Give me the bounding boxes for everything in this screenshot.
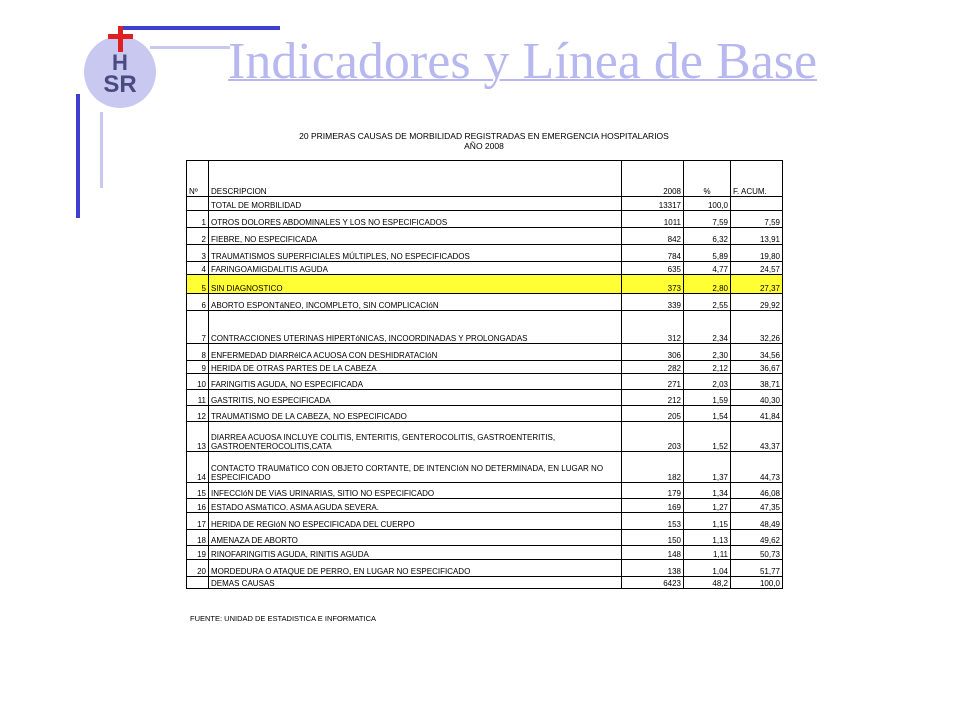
logo-letters-sr: SR xyxy=(103,71,137,98)
row-percent-cell: 1,27 xyxy=(684,499,731,513)
table-row xyxy=(187,197,783,211)
table-row xyxy=(187,422,783,452)
row-2008-value-cell: 1011 xyxy=(622,211,684,228)
row-percent-cell: 1,11 xyxy=(684,546,731,560)
row-percent-cell: 1,34 xyxy=(684,483,731,499)
row-description-cell: MORDEDURA O ATAQUE DE PERRO, EN LUGAR NO ESPECIFICADO xyxy=(209,560,622,577)
row-number-cell: 18 xyxy=(187,530,209,546)
row-number-cell: 10 xyxy=(187,374,209,390)
row-cumulative-cell: 46,08 xyxy=(731,483,783,499)
row-cumulative-cell: 34,56 xyxy=(731,344,783,361)
row-cumulative-cell: 43,37 xyxy=(731,422,783,452)
row-description-cell: TRAUMATISMO DE LA CABEZA, NO ESPECIFICADO xyxy=(209,406,622,422)
row-number-cell: 8 xyxy=(187,344,209,361)
table-row xyxy=(187,262,783,275)
row-description-cell: FIEBRE, NO ESPECIFICADA xyxy=(209,228,622,245)
table-row xyxy=(187,294,783,311)
row-cumulative-cell: 7,59 xyxy=(731,211,783,228)
logo-cross-horizontal xyxy=(108,34,133,39)
hsr-logo xyxy=(80,20,160,110)
row-cumulative-cell: 29,92 xyxy=(731,294,783,311)
row-percent-cell: 1,54 xyxy=(684,406,731,422)
table-row xyxy=(187,374,783,390)
table-header-row xyxy=(187,161,783,197)
row-percent-cell: 1,37 xyxy=(684,452,731,483)
row-description-cell: INFECCIóN DE VíAS URINARIAS, SITIO NO ESPECIFICADO xyxy=(209,483,622,499)
row-percent-cell: 1,52 xyxy=(684,422,731,452)
row-description-cell: FARINGITIS AGUDA, NO ESPECIFICADA xyxy=(209,374,622,390)
row-cumulative-cell: 36,67 xyxy=(731,361,783,374)
row-2008-value-cell: 271 xyxy=(622,374,684,390)
row-description-cell: SIN DIAGNOSTICO xyxy=(209,275,622,294)
row-2008-value-cell: 138 xyxy=(622,560,684,577)
row-percent-cell: 48,2 xyxy=(684,577,731,589)
row-cumulative-cell xyxy=(731,197,783,211)
row-2008-value-cell: 212 xyxy=(622,390,684,406)
row-description-cell: HERIDA DE REGIóN NO ESPECIFICADA DEL CUERPO xyxy=(209,513,622,530)
row-2008-value-cell: 282 xyxy=(622,361,684,374)
row-description-cell: TOTAL DE MORBILIDAD xyxy=(209,197,622,211)
row-percent-cell: 1,15 xyxy=(684,513,731,530)
row-2008-value-cell: 373 xyxy=(622,275,684,294)
row-cumulative-cell: 44,73 xyxy=(731,452,783,483)
row-number-cell: 7 xyxy=(187,311,209,344)
row-description-cell: ENFERMEDAD DIARRéICA ACUOSA CON DESHIDRATACIóN xyxy=(209,344,622,361)
row-number-cell: 15 xyxy=(187,483,209,499)
row-percent-cell: 4,77 xyxy=(684,262,731,275)
row-percent-cell: 100,0 xyxy=(684,197,731,211)
row-cumulative-cell: 100,0 xyxy=(731,577,783,589)
row-cumulative-cell: 47,35 xyxy=(731,499,783,513)
row-description-cell: CONTACTO TRAUMáTICO CON OBJETO CORTANTE, DE INTENCIóN NO DETERMINADA, EN LUGAR NO ESPECIFICADO xyxy=(209,452,622,483)
table-heading-line-2: AÑO 2008 xyxy=(464,141,504,151)
row-number-cell xyxy=(187,577,209,589)
row-2008-value-cell: 150 xyxy=(622,530,684,546)
table-row xyxy=(187,499,783,513)
row-number-cell: 2 xyxy=(187,228,209,245)
row-description-cell: TRAUMATISMOS SUPERFICIALES MÚLTIPLES, NO ESPECIFICADOS xyxy=(209,245,622,262)
table-row xyxy=(187,344,783,361)
row-2008-value-cell: 203 xyxy=(622,422,684,452)
table-row xyxy=(187,546,783,560)
morbidity-table xyxy=(186,160,783,589)
row-2008-value-cell: 312 xyxy=(622,311,684,344)
row-cumulative-cell: 13,91 xyxy=(731,228,783,245)
table-row xyxy=(187,228,783,245)
row-description-cell: AMENAZA DE ABORTO xyxy=(209,530,622,546)
table-heading xyxy=(186,131,782,151)
row-number-cell: 14 xyxy=(187,452,209,483)
row-2008-value-cell: 6423 xyxy=(622,577,684,589)
row-description-cell: ABORTO ESPONTáNEO, INCOMPLETO, SIN COMPLICACIóN xyxy=(209,294,622,311)
row-percent-cell: 5,89 xyxy=(684,245,731,262)
table-row xyxy=(187,361,783,374)
row-2008-value-cell: 339 xyxy=(622,294,684,311)
row-cumulative-cell: 38,71 xyxy=(731,374,783,390)
table-row xyxy=(187,452,783,483)
row-percent-cell: 2,34 xyxy=(684,311,731,344)
table-row xyxy=(187,245,783,262)
row-2008-value-cell: 182 xyxy=(622,452,684,483)
source-note: FUENTE: UNIDAD DE ESTADISTICA E INFORMATICA xyxy=(190,614,376,623)
row-number-cell: 11 xyxy=(187,390,209,406)
row-cumulative-cell: 19,80 xyxy=(731,245,783,262)
row-2008-value-cell: 153 xyxy=(622,513,684,530)
row-2008-value-cell: 306 xyxy=(622,344,684,361)
table-row xyxy=(187,577,783,589)
row-percent-cell: 7,59 xyxy=(684,211,731,228)
row-percent-cell: 2,80 xyxy=(684,275,731,294)
row-percent-cell: 1,04 xyxy=(684,560,731,577)
row-number-cell: 6 xyxy=(187,294,209,311)
table-row xyxy=(187,211,783,228)
logo-letter-h: H xyxy=(112,50,128,75)
row-description-cell: ESTADO ASMáTICO. ASMA AGUDA SEVERA. xyxy=(209,499,622,513)
row-description-cell: GASTRITIS, NO ESPECIFICADA xyxy=(209,390,622,406)
table-row xyxy=(187,311,783,344)
row-number-cell: 12 xyxy=(187,406,209,422)
row-number-cell: 20 xyxy=(187,560,209,577)
left-accent-bar xyxy=(76,94,80,218)
row-number-cell: 16 xyxy=(187,499,209,513)
table-row xyxy=(187,560,783,577)
row-percent-cell: 2,12 xyxy=(684,361,731,374)
row-percent-cell: 2,30 xyxy=(684,344,731,361)
row-cumulative-cell: 27,37 xyxy=(731,275,783,294)
row-number-cell: 13 xyxy=(187,422,209,452)
table-row xyxy=(187,406,783,422)
row-description-cell: CONTRACCIONES UTERINAS HIPERTóNICAS, INCOORDINADAS Y PROLONGADAS xyxy=(209,311,622,344)
row-number-cell: 9 xyxy=(187,361,209,374)
row-2008-value-cell: 148 xyxy=(622,546,684,560)
row-cumulative-cell: 41,84 xyxy=(731,406,783,422)
table-row xyxy=(187,513,783,530)
row-percent-cell: 1,13 xyxy=(684,530,731,546)
row-percent-cell: 6,32 xyxy=(684,228,731,245)
row-cumulative-cell: 51,77 xyxy=(731,560,783,577)
table-heading-line-1: 20 PRIMERAS CAUSAS DE MORBILIDAD REGISTRADAS EN EMERGENCIA HOSPITALARIOS xyxy=(299,131,669,141)
table-row xyxy=(187,390,783,406)
slide-title: Indicadores y Línea de Base xyxy=(228,33,818,90)
row-cumulative-cell: 48,49 xyxy=(731,513,783,530)
row-cumulative-cell: 32,26 xyxy=(731,311,783,344)
top-light-bar xyxy=(150,46,230,49)
row-2008-value-cell: 179 xyxy=(622,483,684,499)
row-description-cell: DEMAS CAUSAS xyxy=(209,577,622,589)
row-number-cell xyxy=(187,197,209,211)
row-number-cell: 1 xyxy=(187,211,209,228)
column-header-cumulative: F. ACUM. xyxy=(731,161,783,197)
table-row xyxy=(187,275,783,294)
row-percent-cell: 1,59 xyxy=(684,390,731,406)
table-row xyxy=(187,483,783,499)
row-cumulative-cell: 50,73 xyxy=(731,546,783,560)
column-header-number: Nº xyxy=(187,161,209,197)
row-cumulative-cell: 24,57 xyxy=(731,262,783,275)
row-number-cell: 19 xyxy=(187,546,209,560)
row-number-cell: 17 xyxy=(187,513,209,530)
row-cumulative-cell: 49,62 xyxy=(731,530,783,546)
row-percent-cell: 2,03 xyxy=(684,374,731,390)
row-cumulative-cell: 40,30 xyxy=(731,390,783,406)
row-number-cell: 4 xyxy=(187,262,209,275)
column-header-percent: % xyxy=(684,161,731,197)
row-description-cell: RINOFARINGITIS AGUDA, RINITIS AGUDA xyxy=(209,546,622,560)
row-description-cell: DIARREA ACUOSA INCLUYE COLITIS, ENTERITIS, GENTEROCOLITIS, GASTROENTERITIS, GASTROENTEROCOLITIS,CATA xyxy=(209,422,622,452)
row-percent-cell: 2,55 xyxy=(684,294,731,311)
row-2008-value-cell: 842 xyxy=(622,228,684,245)
row-number-cell: 5 xyxy=(187,275,209,294)
column-header-2008: 2008 xyxy=(622,161,684,197)
row-2008-value-cell: 13317 xyxy=(622,197,684,211)
row-2008-value-cell: 205 xyxy=(622,406,684,422)
row-description-cell: FARINGOAMIGDALITIS AGUDA xyxy=(209,262,622,275)
row-description-cell: HERIDA DE OTRAS PARTES DE LA CABEZA xyxy=(209,361,622,374)
row-number-cell: 3 xyxy=(187,245,209,262)
row-2008-value-cell: 635 xyxy=(622,262,684,275)
row-2008-value-cell: 169 xyxy=(622,499,684,513)
row-2008-value-cell: 784 xyxy=(622,245,684,262)
column-header-description: DESCRIPCION xyxy=(209,161,622,197)
table-row xyxy=(187,530,783,546)
row-description-cell: OTROS DOLORES ABDOMINALES Y LOS NO ESPECIFICADOS xyxy=(209,211,622,228)
left-light-bar xyxy=(100,112,103,188)
